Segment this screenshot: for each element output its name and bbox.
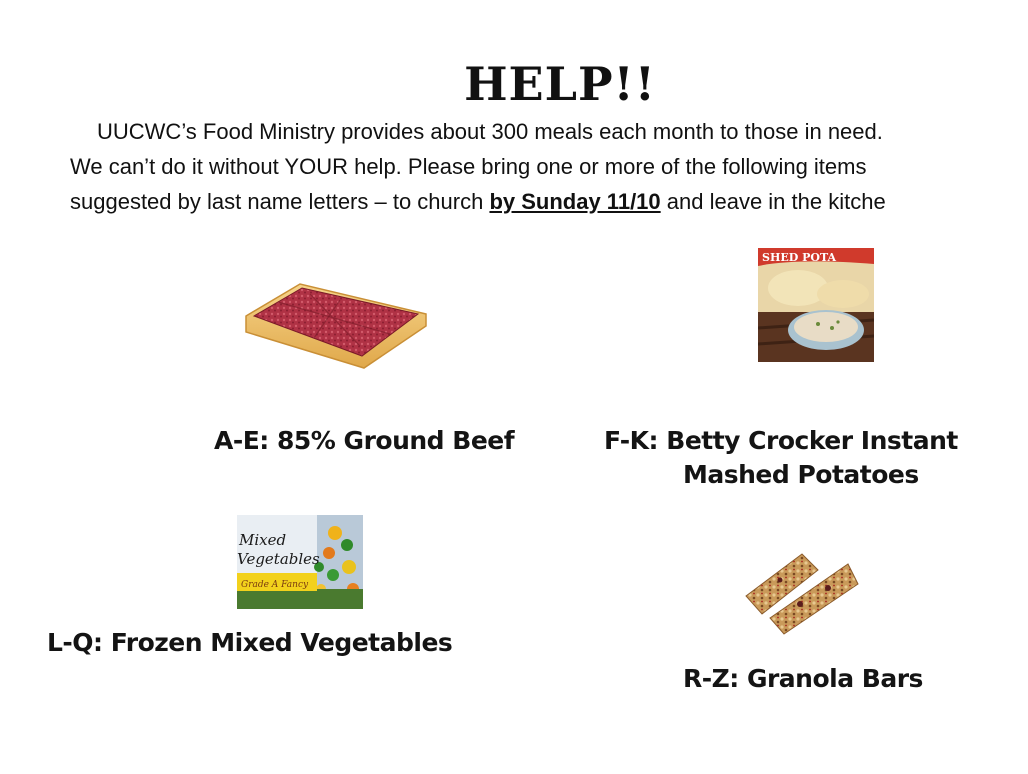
intro-line-2: We can’t do it without YOUR help. Please bring one or more of the following items (70, 154, 867, 179)
ground-beef-image (240, 276, 430, 372)
intro-line-3-end: and leave in the kitche (660, 189, 886, 214)
item-label-mixed-vegetables: L-Q: Frozen Mixed Vegetables (47, 628, 453, 657)
vegetables-package-text-2: Vegetables (237, 550, 320, 568)
granola-bars-image (740, 544, 862, 636)
deadline-text: by Sunday 11/10 (489, 189, 661, 214)
vegetables-package-text-1: Mixed (239, 531, 287, 549)
mixed-vegetables-image (237, 515, 363, 609)
item-label-ground-beef: A-E: 85% Ground Beef (214, 426, 515, 455)
mashed-potatoes-image (758, 248, 874, 362)
intro-line-1: UUCWC’s Food Ministry provides about 300 meals each month to those in need. (97, 119, 883, 144)
vegetables-package-text-3: Grade A Fancy (241, 580, 309, 590)
item-label-mashed-potatoes-line2: Mashed Potatoes (683, 460, 919, 489)
page-title: HELP!! (464, 57, 656, 111)
intro-line-3 (70, 187, 886, 217)
intro-line-3-start: suggested by last name letters – to church (70, 189, 490, 214)
potatoes-package-text: SHED POTA (762, 251, 837, 264)
item-label-granola-bars: R-Z: Granola Bars (683, 664, 923, 693)
item-label-mashed-potatoes: F-K: Betty Crocker Instant (604, 426, 958, 455)
